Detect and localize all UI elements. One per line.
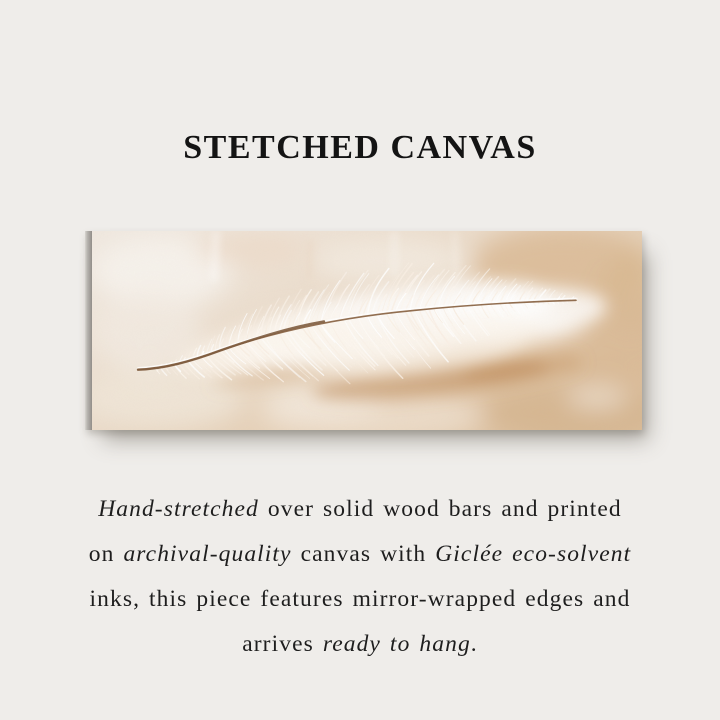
description-line: arrives ready to hang. xyxy=(242,631,478,657)
page-title: STETCHED CANVAS xyxy=(183,129,537,166)
description-line: Hand-stretched over solid wood bars and printed xyxy=(98,496,622,522)
canvas-left-edge xyxy=(85,231,92,430)
description-line: inks, this piece features mirror-wrapped edges and xyxy=(89,586,631,612)
canvas-artwork xyxy=(85,231,642,430)
description-line: on archival-quality canvas with Giclée eco-solvent xyxy=(88,541,632,567)
canvas-texture-overlay xyxy=(92,231,642,430)
feather-painting xyxy=(92,231,642,430)
product-description xyxy=(0,487,720,667)
canvas-front-face xyxy=(92,231,642,430)
